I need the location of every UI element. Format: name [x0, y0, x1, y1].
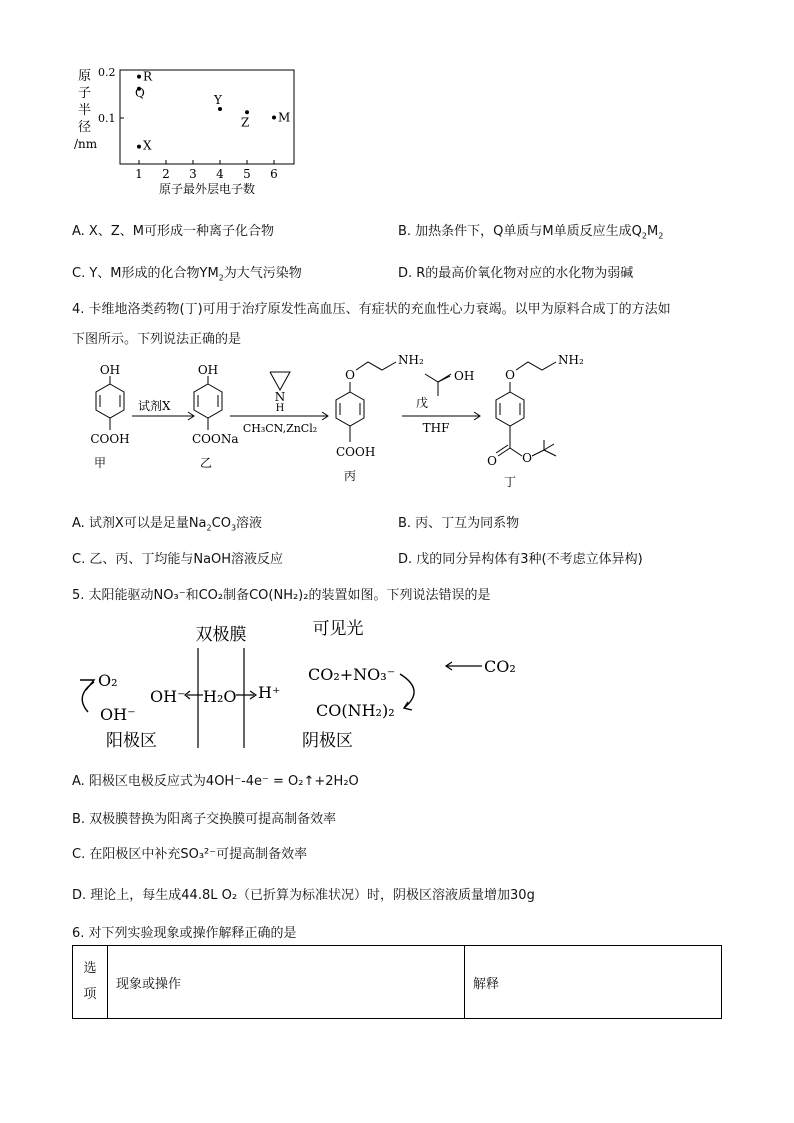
- y-axis-label-char: 子: [78, 86, 92, 101]
- svg-text:COONa: COONa: [192, 432, 239, 446]
- y-axis-label-char: 半: [78, 103, 92, 118]
- svg-text:CH₃CN,ZnCl₂: CH₃CN,ZnCl₂: [242, 422, 318, 435]
- data-point-Y: [218, 107, 222, 111]
- q5-option-d[interactable]: D. 理论上，每生成44.8L O₂（已折算为标准状况）时，阴极区溶液质量增加30g: [72, 888, 535, 903]
- aziridine-ring: [270, 372, 290, 390]
- x-tick-label: 1: [135, 167, 143, 181]
- electrolysis-diagram: [70, 618, 550, 754]
- data-point-label: Z: [241, 115, 250, 130]
- y-axis-label-char: 原: [78, 69, 92, 84]
- svg-text:试剂X: 试剂X: [138, 399, 171, 413]
- synthesis-scheme: [70, 352, 730, 492]
- x-tick-label: 2: [162, 167, 170, 181]
- svg-text:OH⁻: OH⁻: [150, 687, 186, 706]
- q4-option-c[interactable]: C. 乙、丙、丁均能与NaOH溶液反应: [72, 552, 284, 567]
- svg-text:丙: 丙: [344, 469, 357, 483]
- x-axis-label: 原子最外层电子数: [158, 182, 256, 196]
- data-point-label: R: [143, 69, 153, 84]
- svg-text:CO₂: CO₂: [484, 657, 516, 676]
- data-point-label: Y: [214, 93, 222, 108]
- q5-option-b[interactable]: B. 双极膜替换为阳离子交换膜可提高制备效率: [72, 812, 337, 827]
- svg-text:COOH: COOH: [90, 432, 130, 446]
- svg-text:OH: OH: [454, 369, 475, 383]
- q3-option-a[interactable]: A. X、Z、M可形成一种离子化合物: [72, 224, 274, 239]
- q4-option-b[interactable]: B. 丙、丁互为同系物: [398, 516, 520, 531]
- svg-text:H: H: [275, 403, 285, 414]
- svg-text:CO(NH₂)₂: CO(NH₂)₂: [316, 701, 395, 720]
- y-tick-label: 0.2: [98, 66, 116, 79]
- svg-text:戊: 戊: [416, 396, 429, 410]
- atomic-radius-chart: [70, 60, 310, 200]
- svg-text:甲: 甲: [94, 456, 107, 470]
- q4-option-a[interactable]: A. 试剂X可以是足量$Na_2CO_3$溶液: [72, 516, 263, 533]
- svg-text:O: O: [487, 454, 497, 468]
- data-point-label: X: [143, 138, 152, 153]
- svg-text:丁: 丁: [504, 475, 517, 489]
- q4-option-d[interactable]: D. 戊的同分异构体有3种(不考虑立体异构): [398, 552, 643, 567]
- q5-option-a[interactable]: A. 阳极区电极反应式为4OH⁻-4e⁻ = O₂↑+2H₂O: [72, 774, 359, 789]
- data-point-label: Q: [135, 85, 145, 100]
- header-explanation: 解释: [465, 946, 722, 1019]
- svg-text:COOH: COOH: [336, 445, 376, 459]
- svg-text:NH₂: NH₂: [398, 353, 424, 367]
- svg-text:NH₂: NH₂: [558, 353, 584, 367]
- svg-text:OH: OH: [197, 363, 219, 377]
- q4-stem-line1: 4. 卡维地洛类药物(丁)可用于治疗原发性高血压、有症状的充血性心力衰竭。以甲为原料合成丁的方法如: [72, 302, 671, 317]
- x-tick-marks: [139, 160, 274, 164]
- data-point-label: M: [278, 110, 291, 125]
- svg-text:H⁺: H⁺: [258, 683, 281, 702]
- x-tick-label: 5: [243, 167, 251, 181]
- x-tick-label: 3: [189, 167, 197, 181]
- q5-option-c[interactable]: C. 在阳极区中补充SO₃²⁻可提高制备效率: [72, 847, 308, 862]
- data-point-X: [137, 145, 141, 149]
- svg-text:O: O: [522, 451, 532, 465]
- light-label: 可见光: [312, 619, 364, 639]
- data-points: [135, 70, 290, 153]
- q3-option-d[interactable]: D. R的最高价氧化物对应的水化物为弱碱: [398, 266, 634, 281]
- svg-text:O: O: [505, 368, 515, 382]
- q5-stem: 5. 太阳能驱动NO₃⁻和CO₂制备CO(NH₂)₂的装置如图。下列说法错误的是: [72, 588, 491, 603]
- data-point-R: [137, 75, 141, 79]
- membrane-label: 双极膜: [195, 625, 247, 645]
- x-tick-label: 6: [270, 167, 278, 181]
- svg-text:OH: OH: [99, 363, 121, 377]
- svg-text:H₂O: H₂O: [203, 687, 237, 706]
- y-tick-label: 0.1: [98, 112, 116, 125]
- data-point-M: [272, 115, 276, 119]
- table-header-row: [73, 946, 722, 1019]
- cathode-region-label: 阴极区: [302, 731, 353, 751]
- svg-text:THF: THF: [422, 421, 450, 435]
- header-phenomenon: 现象或操作: [108, 946, 465, 1019]
- experiment-table: [72, 945, 722, 1019]
- data-point-Z: [245, 110, 249, 114]
- header-option: 选项: [73, 946, 108, 1019]
- svg-text:CO₂+NO₃⁻: CO₂+NO₃⁻: [308, 665, 396, 684]
- y-axis-label-char: 径: [78, 120, 92, 135]
- q3-option-c[interactable]: C. Y、M形成的化合物$YM_2$为大气污染物: [72, 266, 302, 283]
- svg-text:OH⁻: OH⁻: [100, 705, 136, 724]
- svg-text:乙: 乙: [200, 456, 213, 470]
- svg-text:N: N: [274, 390, 286, 404]
- svg-text:O: O: [345, 368, 355, 382]
- q6-stem: 6. 对下列实验现象或操作解释正确的是: [72, 926, 297, 941]
- q3-option-b[interactable]: B. 加热条件下，Q单质与M单质反应生成$Q_2M_2$: [398, 224, 664, 241]
- svg-text:O₂: O₂: [98, 671, 118, 690]
- q4-stem-line2: 下图所示。下列说法正确的是: [72, 332, 242, 347]
- x-tick-label: 4: [216, 167, 224, 181]
- anode-region-label: 阳极区: [106, 731, 157, 751]
- y-axis-label-char: /nm: [74, 137, 98, 151]
